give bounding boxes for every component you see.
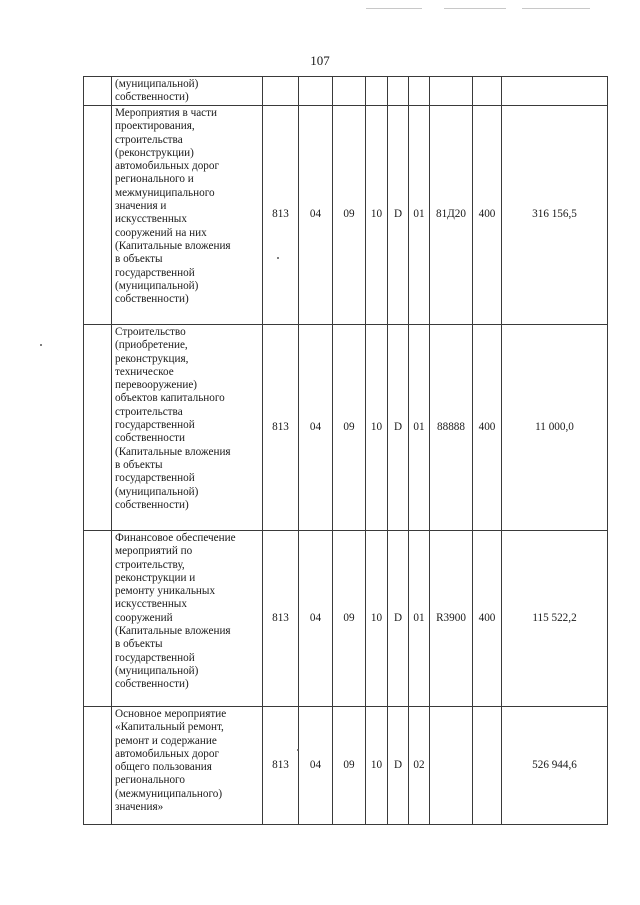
direction-code (430, 77, 473, 106)
amount (502, 77, 608, 106)
subsection-code: 09 (333, 707, 366, 825)
amount: 316 156,5 (502, 106, 608, 325)
expense-type-code: 400 (473, 531, 502, 707)
blank-cell (84, 707, 112, 825)
scan-speck (277, 257, 279, 259)
admin-code (263, 77, 299, 106)
program-code: 10 (366, 106, 388, 325)
row-description: Мероприятия в части проектирования, строительства (реконструкции) автомобильных дорог регионального и межмуниципального значения и искусственных сооружений на них (Капитальные вложения в объекты государственной (муниципальной) собственности) (112, 106, 263, 325)
expense-type-code (473, 77, 502, 106)
blank-cell (84, 531, 112, 707)
row-description: Основное мероприятие «Капитальный ремонт, ремонт и содержание автомобильных дорог общего пользования регионального (межмуниципального) значения» (112, 707, 263, 825)
blank-cell (84, 325, 112, 531)
subsection-code: 09 (333, 106, 366, 325)
table-row (84, 707, 608, 825)
main-event-code: 01 (409, 106, 430, 325)
direction-code: 88888 (430, 325, 473, 531)
subprogram-code (388, 77, 409, 106)
table-row (84, 106, 608, 325)
main-event-code: 01 (409, 325, 430, 531)
amount: 526 944,6 (502, 707, 608, 825)
admin-code: 813 (263, 325, 299, 531)
section-code: 04 (299, 707, 333, 825)
scan-edge-line (366, 8, 422, 9)
row-description: Строительство (приобретение, реконструкция, техническое перевооружение) объектов капитального строительства государственной собственности (Капитальные вложения в объекты государственной (муниципальной) собственности) (112, 325, 263, 531)
admin-code: 813 (263, 707, 299, 825)
blank-cell (84, 106, 112, 325)
table-row (84, 77, 608, 106)
main-event-code: 01 (409, 531, 430, 707)
expense-type-code: 400 (473, 325, 502, 531)
program-code: 10 (366, 531, 388, 707)
main-event-code (409, 77, 430, 106)
direction-code: 81Д20 (430, 106, 473, 325)
admin-code: 813 (263, 531, 299, 707)
expense-type-code (473, 707, 502, 825)
expense-type-code: 400 (473, 106, 502, 325)
budget-table (83, 76, 608, 825)
section-code (299, 77, 333, 106)
section-code: 04 (299, 325, 333, 531)
table-row (84, 531, 608, 707)
program-code: 10 (366, 325, 388, 531)
subprogram-code: D (388, 707, 409, 825)
section-code: 04 (299, 531, 333, 707)
subprogram-code: D (388, 106, 409, 325)
program-code (366, 77, 388, 106)
row-description: (муниципальной) собственности) (112, 77, 263, 106)
scan-speck (297, 749, 299, 751)
row-description: Финансовое обеспечение мероприятий по строительству, реконструкции и ремонту уникальных искусственных сооружений (Капитальные вложения в объекты государственной (муниципальной) собственности) (112, 531, 263, 707)
subsection-code: 09 (333, 325, 366, 531)
scan-speck (40, 344, 42, 346)
main-event-code: 02 (409, 707, 430, 825)
subprogram-code: D (388, 325, 409, 531)
subsection-code: 09 (333, 531, 366, 707)
table-row (84, 325, 608, 531)
direction-code (430, 707, 473, 825)
program-code: 10 (366, 707, 388, 825)
blank-cell (84, 77, 112, 106)
subprogram-code: D (388, 531, 409, 707)
section-code: 04 (299, 106, 333, 325)
page-number: 107 (310, 53, 330, 68)
amount: 11 000,0 (502, 325, 608, 531)
admin-code: 813 (263, 106, 299, 325)
direction-code: R3900 (430, 531, 473, 707)
scan-edge-line (522, 8, 590, 9)
amount: 115 522,2 (502, 531, 608, 707)
subsection-code (333, 77, 366, 106)
scan-edge-line (444, 8, 506, 9)
